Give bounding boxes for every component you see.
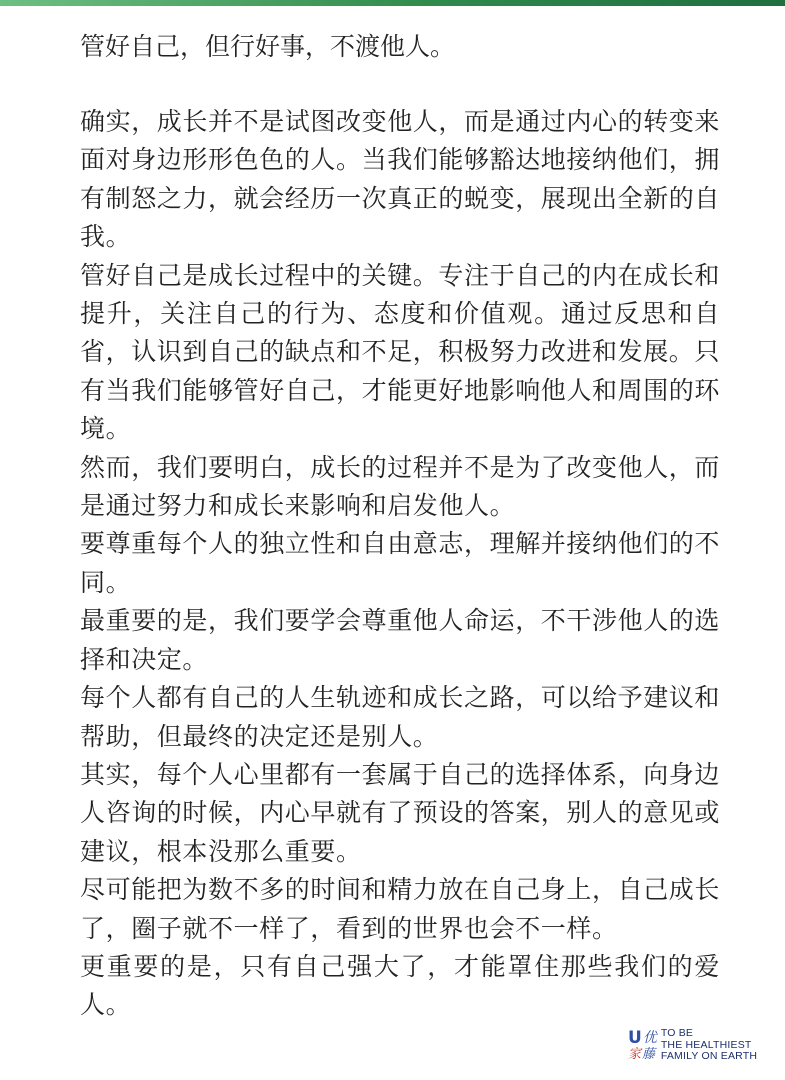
paragraph-9: 更重要的是，只有自己强大了，才能罩住那些我们的爱人。 [80,951,720,1020]
brand-logo-char-3: 藤 [642,1046,656,1062]
paragraph-2: 管好自己是成长过程中的关键。专注于自己的内在成长和提升，关注自己的行为、态度和价值观。通过反思和自省，认识到自己的缺点和不足，积极努力改进和发展。只有当我们能够管好自己，才能更好地影响他人和周围的环境。 [80,260,721,444]
brand-watermark [628,1028,757,1063]
article-body [80,28,720,1025]
brand-slogan-line-2: THE HEALTHIEST [660,1038,752,1051]
paragraph-8: 尽可能把为数不多的时间和精力放在自己身上，自己成长了，圈子就不一样了，看到的世界也会不一样。 [80,875,721,943]
brand-logo-char-2: 家 [628,1046,642,1062]
brand-slogan [661,1028,757,1063]
article-title: 管好自己，但行好事，不渡他人。 [80,32,456,61]
paragraph-7: 其实，每个人心里都有一套属于自己的选择体系，向身边人咨询的时候，内心早就有了预设的答案，别人的意见或建议，根本没那么重要。 [80,759,721,866]
paragraph-3: 然而，我们要明白，成长的过程并不是为了改变他人，而是通过努力和成长来影响和启发他人。 [80,452,721,521]
top-accent-bar [0,0,785,6]
paragraph-1: 确实，成长并不是试图改变他人，而是通过内心的转变来面对身边形形色色的人。当我们能够豁达地接纳他们，拥有制怒之力，就会经历一次真正的蜕变，展现出全新的自我。 [80,107,721,252]
title-spacer [80,66,720,103]
brand-slogan-line-1: TO BE [660,1027,694,1039]
paragraph-4: 要尊重每个人的独立性和自由意志，理解并接纳他们的不同。 [80,529,721,597]
brand-slogan-line-3: FAMILY ON EARTH [660,1050,758,1062]
brand-logo-icon [628,1027,657,1062]
brand-logo-char-1: 优 [642,1030,657,1047]
paragraph-5: 最重要的是，我们要学会尊重他人命运，不干涉他人的选择和决定。 [80,606,721,674]
brand-logo-letter: U [628,1027,642,1048]
paragraph-6: 每个人都有自己的人生轨迹和成长之路，可以给予建议和帮助，但最终的决定还是别人。 [80,683,721,751]
